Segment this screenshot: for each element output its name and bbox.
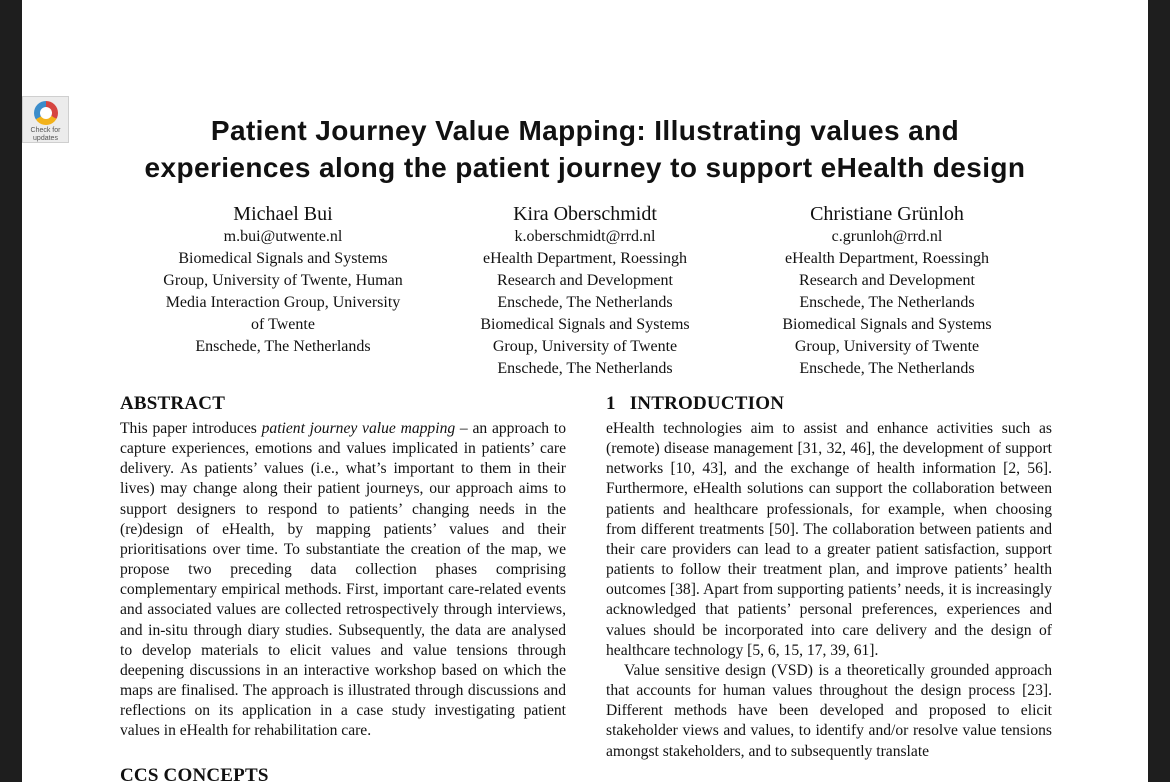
abstract-heading: ABSTRACT — [120, 393, 226, 414]
author-affiliation-line: Enschede, The Netherlands — [497, 294, 673, 311]
author-affiliation-line: Enschede, The Netherlands — [497, 360, 673, 377]
author-affiliation-line: Media Interaction Group, University — [165, 294, 401, 311]
title-line-2: experiences along the patient journey to support eHealth design — [144, 152, 1026, 183]
author-affiliation-line: eHealth Department, Roessingh — [785, 250, 989, 267]
author-affiliation-line: Group, University of Twente — [794, 338, 980, 355]
author-block — [440, 202, 730, 380]
author-email: c.grunloh@rrd.nl — [831, 228, 943, 245]
introduction-paragraph-2: Value sensitive design (VSD) is a theoretically grounded approach that accounts for human values throughout the design process [23]. Different methods have been developed and proposed to elicit stakeholder views and values, to identify and/or resolve value tensions amongst stakeholders, and to subsequently translate — [606, 661, 1052, 760]
author-affiliation-line: Biomedical Signals and Systems — [480, 316, 690, 333]
author-affiliation-line: of Twente — [251, 316, 315, 333]
introduction-paragraph-1: eHealth technologies aim to assist and enhance activities such as (remote) disease management [31, 32, 46], the development of support networks [10, 43], and the exchange of health information [2, 56]. Furthermore, eHealth solutions can support the collaboration between patients and healthcare professionals, for example, when choosing from different treatments [50]. The collaboration between patients and their care providers can lead to a greater patient satisfaction, support patients to follow their treatment plan, and improve patients’ health outcomes [38]. Apart from supporting patients’ needs, it is increasingly acknowledged that patients’ personal preferences, experiences and values should be incorporated into care delivery and the design of healthcare technology [5, 6, 15, 17, 39, 61]. — [606, 420, 1052, 659]
author-affiliation-line: Research and Development — [799, 272, 975, 289]
author-affiliation-line: Enschede, The Netherlands — [195, 338, 371, 355]
introduction-text — [606, 419, 1052, 762]
author-affiliation-line: Biomedical Signals and Systems — [178, 250, 388, 267]
author-name: Christiane Grünloh — [810, 203, 964, 225]
introduction-heading — [606, 392, 784, 416]
author-block — [742, 202, 1032, 380]
author-affiliation-line: Enschede, The Netherlands — [799, 294, 975, 311]
author-email: m.bui@utwente.nl — [223, 228, 343, 245]
section-number: 1 — [606, 393, 616, 414]
author-block — [138, 202, 428, 358]
author-affiliation-line: eHealth Department, Roessingh — [483, 250, 687, 267]
author-affiliation-line: Research and Development — [497, 272, 673, 289]
author-email: k.oberschmidt@rrd.nl — [514, 228, 656, 245]
paper-page — [22, 0, 1148, 782]
abstract-text — [120, 419, 566, 742]
paper-title — [22, 112, 1148, 186]
author-affiliation-line: Group, University of Twente, Human — [163, 272, 403, 289]
author-name: Michael Bui — [233, 203, 333, 225]
author-affiliation-line: Biomedical Signals and Systems — [782, 316, 992, 333]
section-title: INTRODUCTION — [629, 393, 785, 414]
ccs-concepts-heading: CCS CONCEPTS — [120, 765, 269, 782]
badge-text: Check for updates — [30, 127, 61, 142]
abstract-paragraph: This paper introduces patient journey value mapping – an approach to capture experiences, emotions and values implicated in patients’ care delivery. As patients’ values (i.e., what’s important to them in their lives) may change along their patient journeys, our approach aims to support designers to respond to patients’ changing needs in the (re)design of eHealth, by mapping patients’ values and their prioritisations over time. To substantiate the creation of the map, we propose two preceding data collection phases comprising complementary empirical methods. First, important care-related events and associated values are collected retrospectively through interviews, and in-situ through diary studies. Subsequently, the data are analysed to develop materials to elicit values and value tensions through deepening discussions in an interactive workshop based on which the maps are finalised. The approach is illustrated through discussions and reflections on its application in a case study investigating patient values in eHealth for rehabilitation care. — [120, 420, 566, 740]
author-affiliation-line: Group, University of Twente — [492, 338, 678, 355]
author-name: Kira Oberschmidt — [513, 203, 657, 225]
author-affiliation-line: Enschede, The Netherlands — [799, 360, 975, 377]
abstract-term: patient journey value mapping — [261, 420, 456, 437]
title-line-1: Patient Journey Value Mapping: Illustrating values and — [210, 115, 960, 146]
